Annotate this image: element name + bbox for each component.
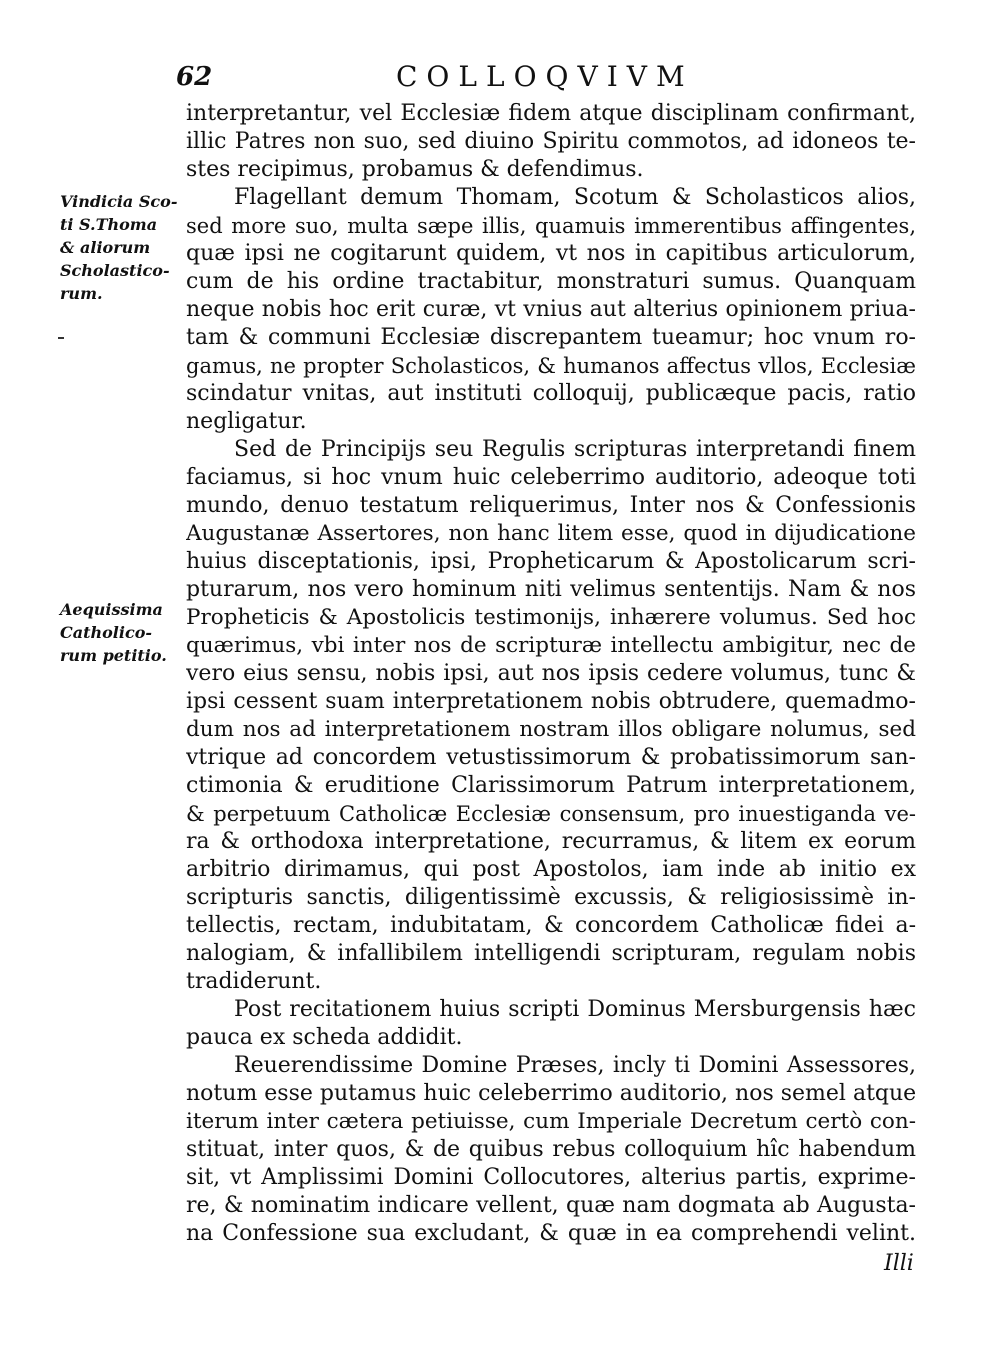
text-line: vero eius sensu, nobis ipsi, aut nos ipsis cedere volumus, tunc & <box>186 661 916 686</box>
margin-note-line: rum. <box>60 284 103 303</box>
text-line: tam & communi Ecclesiæ discrepantem tueamur; hoc vnum ro- <box>186 325 916 350</box>
text-line: ctimonia & eruditione Clarissimorum Patrum interpretationem, <box>186 773 916 798</box>
margin-note-aequissima <box>60 598 178 667</box>
text-line: vtrique ad concordem vetustissimorum & probatissimorum san- <box>186 745 916 770</box>
text-line: arbitrio dirimamus, qui post Apostolos, iam inde ab initio ex <box>186 857 916 882</box>
text-line: notum esse putamus huic celeberrimo auditorio, nos semel atque <box>186 1081 916 1106</box>
text-line: stes recipimus, probamus & defendimus. <box>186 157 644 182</box>
margin-note-line: Catholico- <box>60 623 153 642</box>
catchword: Illi <box>884 1251 914 1276</box>
margin-note-line: ti S.Thoma <box>60 215 158 234</box>
text-line: sed more suo, multa sæpe illis, quamuis immerentibus affingentes, <box>186 214 916 238</box>
text-line: gamus, ne propter Scholasticos, & humanos affectus vllos, Ecclesiæ <box>186 354 916 378</box>
margin-dash <box>58 337 64 339</box>
text-line: pauca ex scheda addidit. <box>186 1025 463 1050</box>
text-line: sit, vt Amplissimi Domini Collocutores, alterius partis, exprime- <box>186 1165 916 1190</box>
text-line: quæ ipsi ne cogitarunt quidem, vt nos in capitibus articulorum, <box>186 241 916 266</box>
text-line: dum nos ad interpretationem nostram illos obligare nolumus, sed <box>186 717 916 742</box>
text-line: iterum inter cætera petiuisse, cum Imperiale Decretum certò con- <box>186 1109 916 1134</box>
text-line: na Confessione sua excludant, & quæ in ea comprehendi velint. <box>186 1221 916 1246</box>
text-line: nalogiam, & infallibilem intelligendi scripturam, regulam nobis <box>186 941 916 966</box>
text-line: quærimus, vbi inter nos de scripturæ intellectu ambigitur, nec de <box>186 633 916 658</box>
text-line: stituat, inter quos, & de quibus rebus colloquium hîc habendum <box>186 1137 916 1162</box>
text-line: Post recitationem huius scripti Dominus Mersburgensis hæc <box>234 997 916 1022</box>
text-line: Flagellant demum Thomam, Scotum & Scholasticos alios, <box>234 185 916 210</box>
text-line: mundo, denuo testatum reliquerimus, Inter nos & Confessionis <box>186 493 916 518</box>
margin-note-line: Scholastico- <box>60 261 170 280</box>
text-line: interpretantur, vel Ecclesiæ fidem atque disciplinam confirmant, <box>186 101 916 126</box>
margin-note-line: Vindicia Sco- <box>60 192 178 211</box>
text-line: ra & orthodoxa interpretatione, recurramus, & litem ex eorum <box>186 829 916 854</box>
text-line: Reuerendissime Domine Præses, incly ti Domini Assessores, <box>234 1053 916 1078</box>
running-head: COLLOQVIVM <box>396 60 694 93</box>
text-line: re, & nominatim indicare vellent, quæ nam dogmata ab Augusta- <box>186 1193 916 1218</box>
text-line: tradiderunt. <box>186 969 322 994</box>
text-line: scindatur vnitas, aut instituti colloquij, publicæque pacis, ratio <box>186 381 916 406</box>
main-text <box>186 100 916 1248</box>
text-line: Augustanæ Assertores, non hanc litem esse, quod in dijudicatione <box>186 521 916 546</box>
page-number: 62 <box>176 62 213 92</box>
text-line: illic Patres non suo, sed diuino Spiritu commotos, ad idoneos te- <box>186 129 916 154</box>
text-line: Sed de Principijs seu Regulis scripturas interpretandi finem <box>234 437 916 462</box>
text-line: faciamus, si hoc vnum huic celeberrimo auditorio, adeoque toti <box>186 465 916 490</box>
margin-note-line: & aliorum <box>60 238 151 257</box>
text-line: ipsi cessent suam interpretationem nobis obtrudere, quemadmo- <box>186 689 916 714</box>
text-line: & perpetuum Catholicæ Ecclesiæ consensum, pro inuestiganda ve- <box>186 802 916 826</box>
margin-note-vindicia <box>60 190 178 305</box>
margin-note-line: Aequissima <box>60 600 163 619</box>
text-line: tellectis, rectam, indubitatam, & concordem Catholicæ fidei a- <box>186 913 916 938</box>
text-line: neque nobis hoc erit curæ, vt vnius aut alterius opinionem priua- <box>186 297 916 322</box>
text-line: negligatur. <box>186 409 307 434</box>
text-line: pturarum, nos vero hominum niti velimus sententijs. Nam & nos <box>186 577 916 602</box>
text-line: cum de his ordine tractabitur, monstraturi sumus. Quanquam <box>186 269 916 294</box>
margin-note-line: rum petitio. <box>60 646 167 665</box>
text-line: huius disceptationis, ipsi, Propheticarum & Apostolicarum scri- <box>186 549 916 574</box>
text-line: scripturis sanctis, diligentissimè excussis, & religiosissimè in- <box>186 885 916 910</box>
text-line: Propheticis & Apostolicis testimonijs, inhærere volumus. Sed hoc <box>186 605 916 630</box>
